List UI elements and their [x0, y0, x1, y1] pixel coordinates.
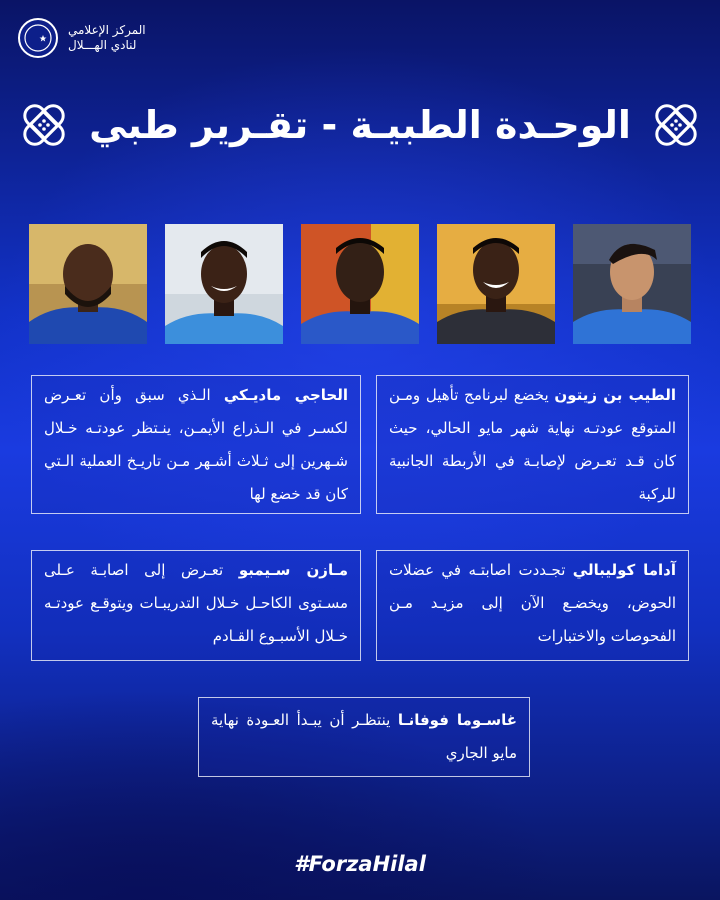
report-text: يخضع لبرنامج تأهيل ومـن المتوقع عودتـه نهاية شهر مايو الحالي، حيث كان قـد تعـرض لإصابـة في الأربطة الجانبية للركبة — [389, 386, 676, 503]
report-text: تعـرض إلى اصابـة عـلى مسـتوى الكاحـل خـلال التدريبـات ويتوقـع عودتـه خـلال الأسبـوع القـادم — [44, 561, 348, 645]
club-logo-icon — [18, 18, 58, 58]
brand-line-2: لنادي الهـــلال — [68, 38, 137, 52]
player-name: غاسـوما فوفانـا — [397, 711, 517, 729]
player-photos — [29, 224, 691, 344]
brand-line-1: المركز الإعلامي — [68, 23, 146, 37]
player-photo-5 — [573, 224, 691, 344]
report-text: تجـددت اصابتـه في عضلات الحوض، ويخضـع الآن إلى مزيـد مـن الفحوصات والاختبارات — [389, 561, 676, 645]
report-text: الـذي سبق وأن تعـرض لكسـر في الـذراع الأيمـن، ينـتظر عودتـه خـلال شـهرين إلى ثـلاث أشـهر مـن تاريـخ العملية الـتي كان قد خضع لها — [44, 386, 348, 503]
player-photo-2 — [165, 224, 283, 344]
page-title: الوحـدة الطبيـة - تقـرير طبي — [89, 103, 631, 147]
player-name: الحاجي ماديـكي — [223, 386, 348, 404]
brand-header — [18, 18, 146, 58]
player-name: مـازن سـيمبو — [238, 561, 348, 579]
hashtag: #ForzaHilal — [294, 852, 426, 876]
bandage-icon — [17, 98, 71, 152]
brand-text — [68, 23, 146, 53]
player-photo-4 — [437, 224, 555, 344]
report-card-sembo — [31, 550, 361, 661]
report-card-ben-zitoun — [376, 375, 689, 514]
player-name: الطيب بن زيتون — [554, 386, 676, 404]
report-card-madiki — [31, 375, 361, 514]
title-row — [0, 98, 720, 152]
player-photo-1 — [29, 224, 147, 344]
player-name: آداما كوليبالي — [572, 561, 676, 579]
report-card-fofana — [198, 697, 530, 777]
bandage-icon — [649, 98, 703, 152]
player-photo-3 — [301, 224, 419, 344]
report-card-coulibaly — [376, 550, 689, 661]
report-text: ينتظـر أن يبـدأ العـودة نهاية مايو الجاري — [211, 711, 517, 762]
